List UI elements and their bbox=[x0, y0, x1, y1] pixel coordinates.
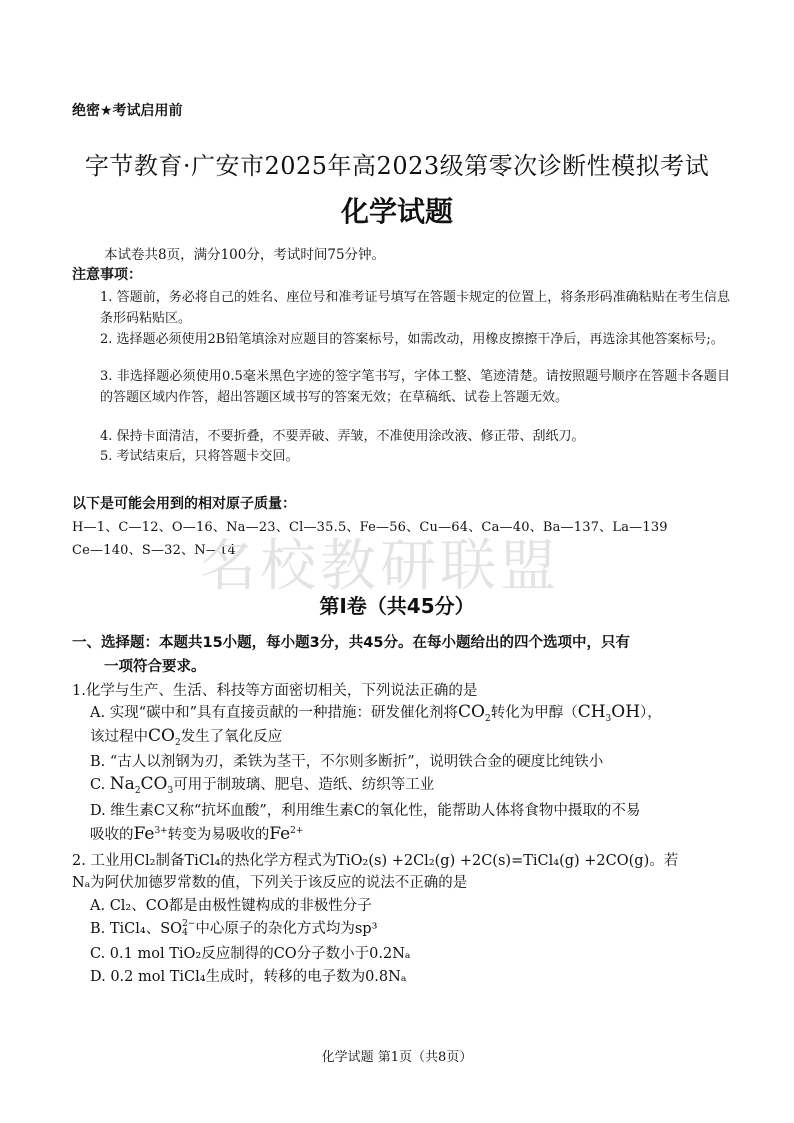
question-2-stem-cont: Nₐ为阿伏加德罗常数的值，下列关于该反应的说法不正确的是 bbox=[72, 875, 468, 891]
page-footer: 化学试题 第1页（共8页） bbox=[321, 1050, 473, 1065]
question-2-option-b: B. TiCl₄、SO 2− 4 中心原子的杂化方式均为sp³ bbox=[90, 919, 378, 938]
question-2-option-a: A. Cl₂、CO都是由极性键构成的非极性分子 bbox=[90, 898, 372, 914]
question-1-option-b: B. “古人以剂钢为刃，柔铁为茎干，不尔则多断折”，说明铁合金的硬度比纯铁小 bbox=[90, 754, 604, 770]
question-2-option-c: C. 0.1 mol TiO₂反应制得的CO分子数小于0.2Nₐ bbox=[90, 946, 411, 962]
note-item: 4. 保持卡面清洁，不要折叠，不要弄破、弄皱，不准使用涂改液、修正带、刮纸刀。 bbox=[100, 429, 585, 444]
atomic-mass-line: Ce—140、S—32、N—14 bbox=[72, 543, 237, 558]
question-1-stem: 1.化学与生产、生活、科技等方面密切相关，下列说法正确的是 bbox=[72, 683, 478, 699]
confidential-label: 绝密★考试启用前 bbox=[72, 103, 183, 119]
section-heading-cont: 一项符合要求。 bbox=[104, 659, 206, 675]
question-1-option-a-cont: 该过程中$CO_2$发生了氧化反应 bbox=[90, 726, 283, 748]
watermark: 名校教研联盟 bbox=[200, 534, 560, 599]
question-1-option-c: C. $Na_2CO_3$可用于制玻璃、肥皂、造纸、纺织等工业 bbox=[90, 774, 435, 796]
notes-heading: 注意事项： bbox=[72, 267, 142, 283]
question-1-option-d: D. 维生素C又称“抗坏血酸”，利用维生素C的氧化性，能帮助人体将食物中摄取的不易 bbox=[90, 803, 641, 819]
atomic-mass-line: H—1、C—12、O—16、Na—23、Cl—35.5、Fe—56、Cu—64、Ca—40、Ba—137、La—139 bbox=[72, 520, 668, 535]
section-heading: 一、选择题：本题共15小题，每小题3分，共45分。在每小题给出的四个选项中，只有 bbox=[72, 635, 630, 651]
question-1-option-a: A. 实现“碳中和”具有直接贡献的一种措施：研发催化剂将$CO_2$转化为甲醇$(CH_3OH)$， bbox=[90, 702, 662, 724]
note-item: 5. 考试结束后，只将答题卡交回。 bbox=[100, 449, 299, 464]
atomic-mass-heading: 以下是可能会用到的相对原子质量： bbox=[72, 496, 296, 512]
note-item: 1. 答题前，务必将自己的姓名、座位号和准考证号填写在答题卡规定的位置上，将条形码准确粘贴在考生信息条形码粘贴区。 bbox=[100, 290, 730, 326]
exam-intro: 本试卷共8页，满分100分，考试时间75分钟。 bbox=[104, 247, 386, 263]
question-2-option-d: D. 0.2 mol TiCl₄生成时，转移的电子数为0.8Nₐ bbox=[90, 969, 407, 985]
question-1-option-d-cont: 吸收的$Fe^{3+}$转变为易吸收的$Fe^{2+}$ bbox=[90, 824, 304, 844]
question-2-stem: 2. 工业用Cl₂制备TiCl₄的热化学方程式为TiO₂(s) +2Cl₂(g) +2C(s)=TiCl₄(g) +2CO(g)。若 bbox=[72, 853, 679, 869]
note-item: 2. 选择题必须使用2B铅笔填涂对应题目的答案标号，如需改动，用橡皮擦擦干净后，再选涂其他答案标号;。 bbox=[100, 332, 724, 347]
subject-title: 化学试题 bbox=[340, 195, 453, 228]
part-title: 第Ⅰ卷（共45分） bbox=[319, 594, 475, 618]
note-item: 3. 非选择题必须使用0.5毫米黑色字迹的签字笔书写，字体工整、笔迹清楚。请按照题号顺序在答题卡各题目的答题区域内作答，超出答题区域书写的答案无效；在草稿纸、试卷上答题无效。 bbox=[100, 369, 730, 405]
exam-title: 字节教育·广安市2025年高2023级第零次诊断性模拟考试 bbox=[84, 152, 710, 180]
